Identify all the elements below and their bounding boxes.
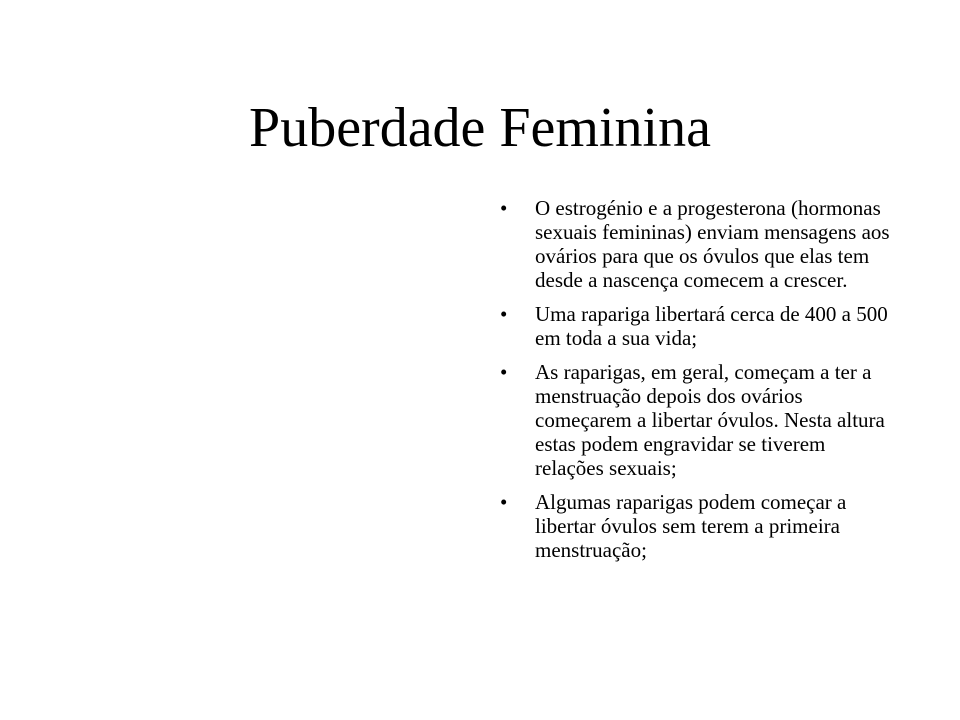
bullet-item bbox=[500, 302, 890, 350]
bullet-list bbox=[500, 196, 890, 572]
bullet-point-icon: • bbox=[500, 360, 508, 384]
bullet-text: O estrogénio e a progesterona (hormonas sexuais femininas) enviam mensagens aos ovários para que os óvulos que elas tem desde a nascença comecem a crescer. bbox=[535, 196, 890, 292]
bullet-point-icon: • bbox=[500, 302, 508, 326]
bullet-text: As raparigas, em geral, começam a ter a menstruação depois dos ovários começarem a libertar óvulos. Nesta altura estas podem engravidar se tiverem relações sexuais; bbox=[535, 360, 885, 480]
bullet-text: Algumas raparigas podem começar a libertar óvulos sem terem a primeira menstruação; bbox=[535, 490, 847, 562]
bullet-item bbox=[500, 196, 890, 292]
bullet-text: Uma rapariga libertará cerca de 400 a 500 em toda a sua vida; bbox=[535, 302, 888, 350]
bullet-point-icon: • bbox=[500, 490, 508, 514]
slide-title: Puberdade Feminina bbox=[249, 97, 711, 159]
bullet-point-icon: • bbox=[500, 196, 508, 220]
bullet-item bbox=[500, 490, 890, 562]
bullet-item bbox=[500, 360, 890, 480]
